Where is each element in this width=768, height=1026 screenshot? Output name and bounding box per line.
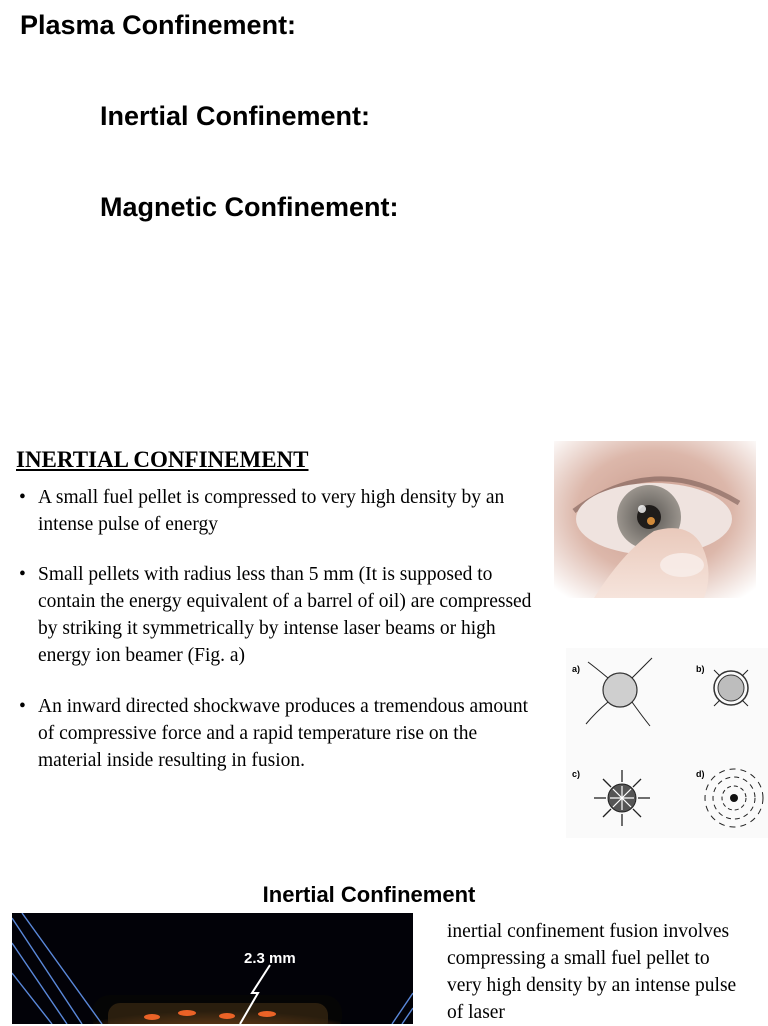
list-item: • A small fuel pellet is compressed to very high density by an intense pulse of energy [16, 484, 536, 538]
subheading-magnetic: Magnetic Confinement: [100, 192, 399, 222]
list-item: • An inward directed shockwave produces a tremendous amount of compressive force and a rapid temperature rise on the material inside resulting in fusion. [16, 693, 536, 774]
diagram-label-b: b) [696, 664, 705, 674]
figure-title: Inertial Confinement [262, 882, 476, 907]
diagram-label-a: a) [572, 664, 581, 674]
diagram-label-d: d) [696, 769, 705, 779]
diagram-label-c: c) [572, 769, 581, 779]
measure-label: 2.3 mm [244, 950, 296, 967]
eye-pellet-photo [554, 441, 756, 598]
laser-target-photo [12, 913, 413, 1024]
bullet-list [16, 484, 536, 774]
compression-diagram [566, 648, 768, 838]
section-title: INERTIAL CONFINEMENT [16, 447, 309, 472]
subheading-inertial: Inertial Confinement: [100, 101, 371, 131]
side-text: inertial confinement fusion involves compressing a small fuel pellet to very high density by an intense pulse of laser [447, 921, 737, 1023]
list-item: • Small pellets with radius less than 5 mm (It is supposed to contain the energy equivalent of a barrel of oil) are compressed by striking it symmetrically by intense laser beams or high energy ion beamer (Fig. a) [16, 561, 536, 669]
page-title: Plasma Confinement: [20, 10, 297, 40]
